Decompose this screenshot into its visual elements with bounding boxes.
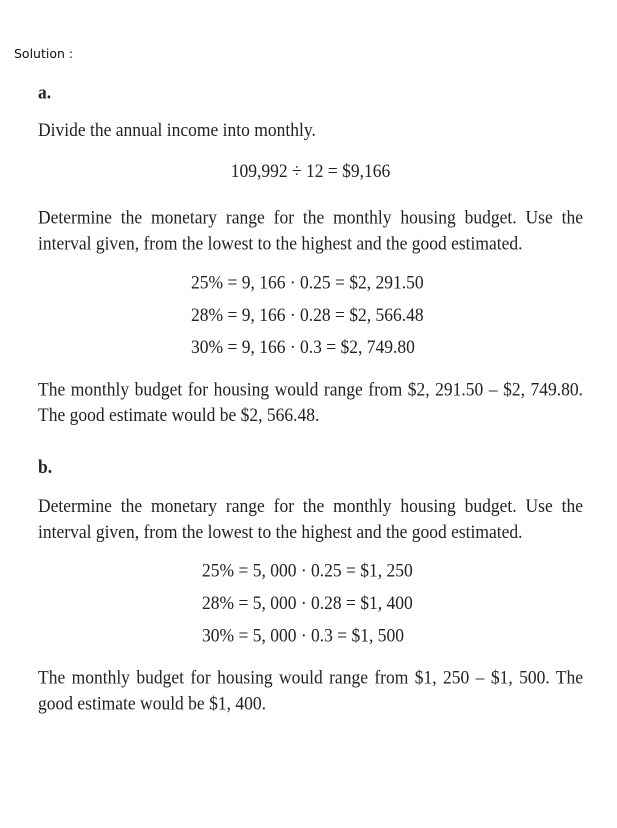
part-b-range-line-2: interval given, from the lowest to the highest and the good estimated. xyxy=(38,520,523,543)
part-a-intro xyxy=(38,117,583,143)
part-b-equation-28: 28% = 5, 000 · 0.28 = $1, 400 xyxy=(202,591,413,614)
part-b-equation-30: 30% = 5, 000 · 0.3 = $1, 500 xyxy=(202,624,405,646)
part-a-intro-line: Divide the annual income into monthly. xyxy=(38,118,316,141)
part-a-income-equation: 109,992 ÷ 12 = $9,166 xyxy=(230,159,391,182)
part-a-equation-30: 30% = 9, 166 · 0.3 = $2, 749.80 xyxy=(191,335,415,358)
part-b-range-paragraph xyxy=(38,492,583,544)
part-b-conclusion-line-2: good estimate would be $1, 400. xyxy=(38,692,266,714)
solution-label: Solution : xyxy=(14,46,74,61)
part-a-equation-28: 28% = 9, 166 · 0.28 = $2, 566.48 xyxy=(191,303,424,326)
part-a-conclusion-line-2: The good estimate would be $2, 566.48. xyxy=(38,403,320,426)
part-b-conclusion-line-1: The monthly budget for housing would range from $1, 250 – $1, 500. The xyxy=(38,666,583,688)
part-a-range-paragraph xyxy=(38,204,583,256)
part-a-conclusion xyxy=(38,376,583,428)
part-b-conclusion xyxy=(38,664,583,716)
part-b-equations xyxy=(202,554,413,651)
part-a-range-line-1: Determine the monetary range for the monthly housing budget. Use the xyxy=(38,206,583,228)
part-a-label: a. xyxy=(38,81,52,103)
part-b-label: b. xyxy=(38,455,53,478)
part-b-range-line-1: Determine the monetary range for the monthly housing budget. Use the xyxy=(38,494,583,517)
part-a-equations xyxy=(191,266,424,363)
part-a-range-line-2: interval given, from the lowest to the highest and the good estimated. xyxy=(38,232,523,254)
part-b-equation-25: 25% = 5, 000 · 0.25 = $1, 250 xyxy=(202,559,413,582)
part-a-conclusion-line-1: The monthly budget for housing would range from $2, 291.50 – $2, 749.80. xyxy=(38,378,583,400)
part-a-equation-25: 25% = 9, 166 · 0.25 = $2, 291.50 xyxy=(191,271,424,293)
